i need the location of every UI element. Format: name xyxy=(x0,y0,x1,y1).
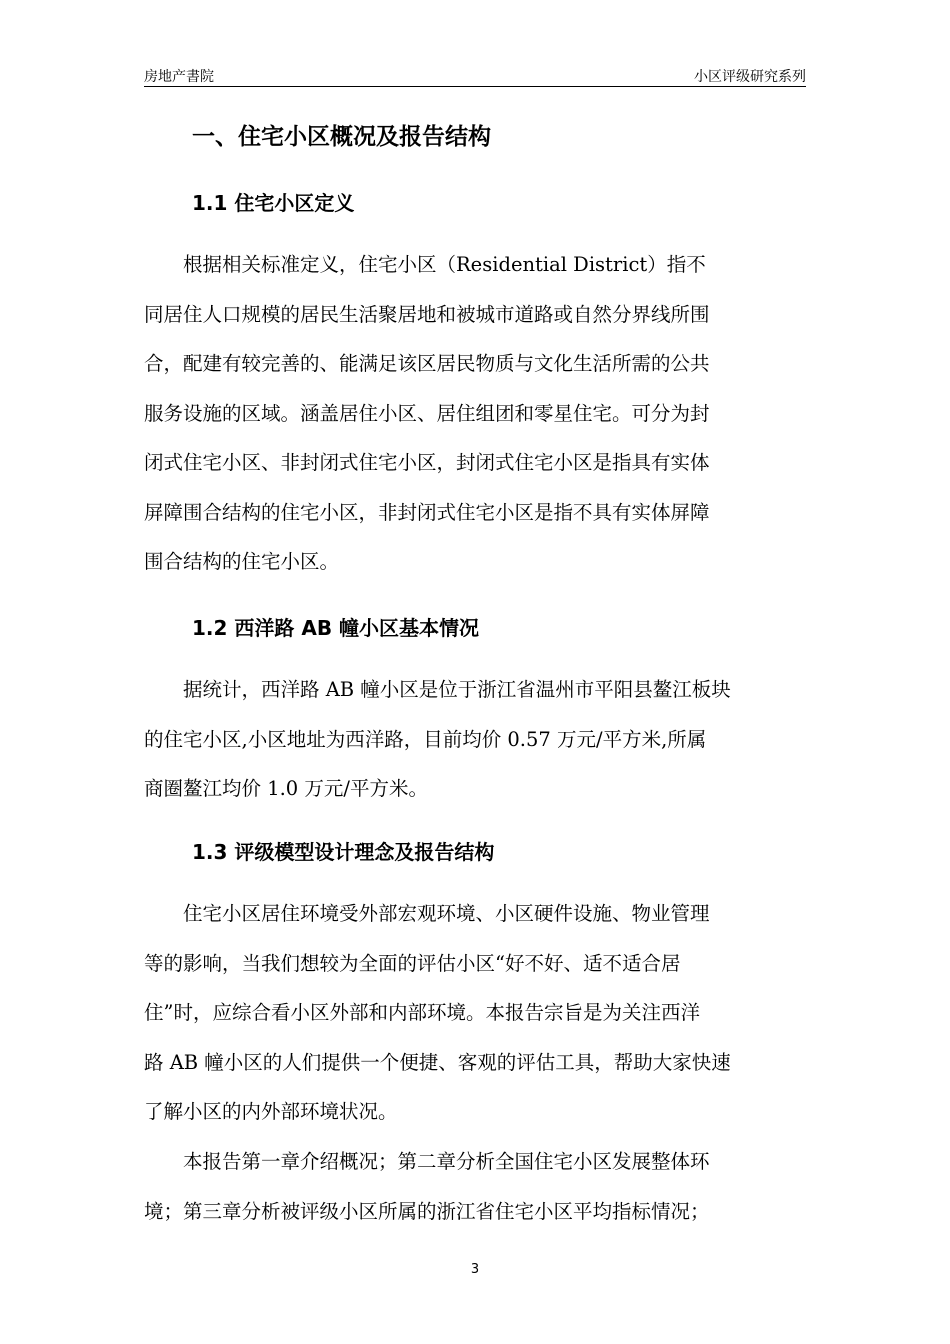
text-line: 闭式住宅小区、非封闭式住宅小区，封闭式住宅小区是指具有实体 xyxy=(144,451,710,474)
subsection-heading-1-3: 1.3 评级模型设计理念及报告结构 xyxy=(192,840,495,864)
page-header xyxy=(144,62,806,87)
text-line: 商圈鳌江均价 1.0 万元/平方米。 xyxy=(144,777,428,800)
text-line: 住宅小区居住环境受外部宏观环境、小区硬件设施、物业管理 xyxy=(144,902,710,925)
paragraph-basic-info xyxy=(144,665,806,814)
paragraph-definition xyxy=(144,240,806,587)
text-line: 根据相关标准定义，住宅小区（Residential District）指不 xyxy=(144,253,706,276)
page-number: 3 xyxy=(470,1262,480,1277)
text-line: 合，配建有较完善的、能满足该区居民物质与文化生活所需的公共 xyxy=(144,352,710,375)
text-line: 本报告第一章介绍概况；第二章分析全国住宅小区发展整体环 xyxy=(144,1150,710,1173)
text-line: 住”时，应综合看小区外部和内部环境。本报告宗旨是为关注西洋 xyxy=(144,1001,700,1024)
text-line: 境；第三章分析被评级小区所属的浙江省住宅小区平均指标情况； xyxy=(144,1199,710,1223)
paragraph-report-structure xyxy=(144,1137,806,1236)
text-line: 屏障围合结构的住宅小区，非封闭式住宅小区是指不具有实体屏障 xyxy=(144,500,710,524)
subsection-heading-1-2: 1.2 西洋路 AB 幢小区基本情况 xyxy=(192,616,480,640)
text-line: 围合结构的住宅小区。 xyxy=(144,550,340,573)
text-line: 据统计，西洋路 AB 幢小区是位于浙江省温州市平阳县鳌江板块 xyxy=(144,678,731,701)
header-publisher: 房地产書院 xyxy=(144,69,214,85)
text-line: 了解小区的内外部环境状况。 xyxy=(144,1100,398,1123)
paragraph-model-design xyxy=(144,889,806,1137)
section-title: 一、住宅小区概况及报告结构 xyxy=(192,124,491,150)
subsection-heading-1-1: 1.1 住宅小区定义 xyxy=(192,191,355,215)
text-line: 同居住人口规模的居民生活聚居地和被城市道路或自然分界线所围 xyxy=(144,302,710,326)
text-line: 等的影响，当我们想较为全面的评估小区“好不好、适不适合居 xyxy=(144,951,681,975)
header-series-title: 小区评级研究系列 xyxy=(694,69,806,85)
text-line: 服务设施的区域。涵盖居住小区、居住组团和零星住宅。可分为封 xyxy=(144,401,710,425)
text-line: 路 AB 幢小区的人们提供一个便捷、客观的评估工具，帮助大家快速 xyxy=(144,1050,731,1074)
text-line: 的住宅小区,小区地址为西洋路，目前均价 0.57 万元/平方米,所属 xyxy=(144,727,707,751)
